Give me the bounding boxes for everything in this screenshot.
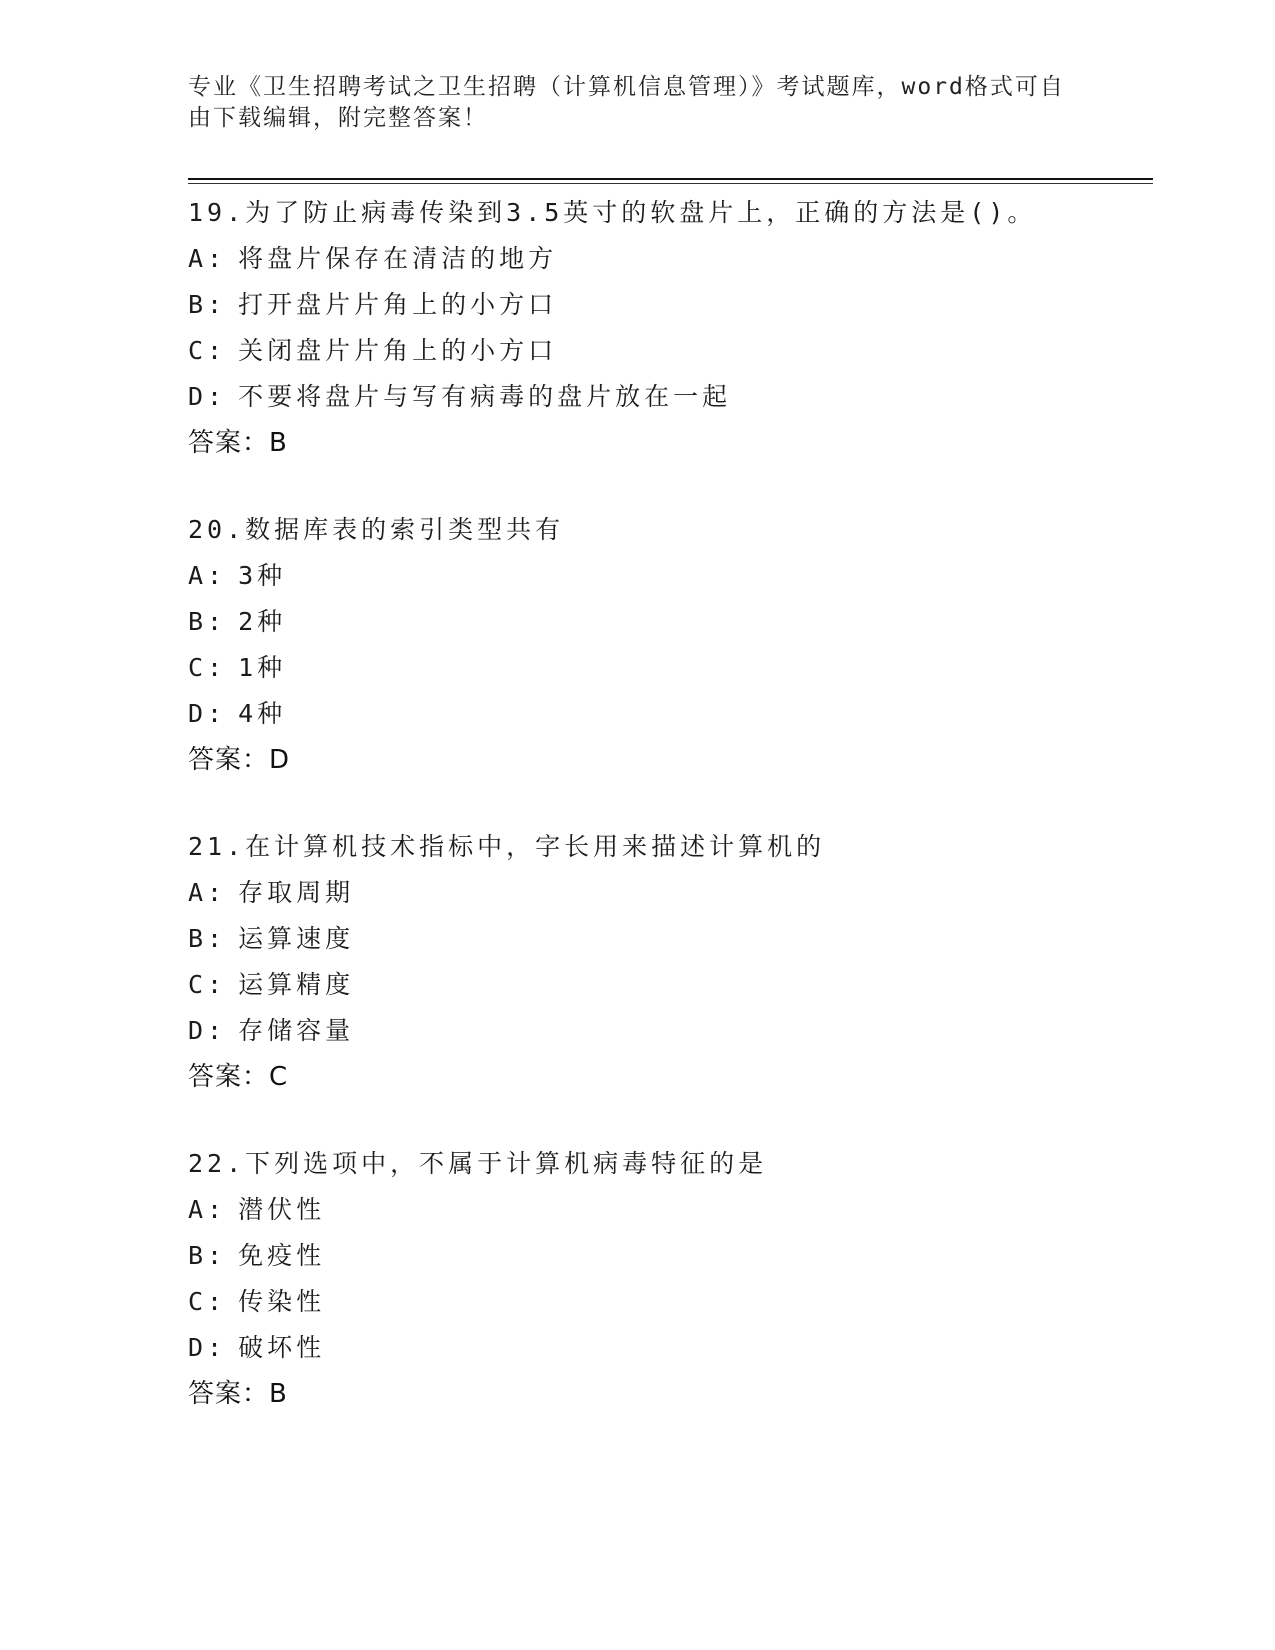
option-key: A:: [188, 1195, 227, 1224]
option-c: [188, 962, 1148, 1008]
option-d: [188, 1325, 1148, 1371]
option-key: D:: [188, 699, 227, 728]
option-text: 存取周期: [238, 878, 355, 907]
option-c: [188, 328, 1148, 374]
option-b: [188, 599, 1148, 645]
option-key: A:: [188, 561, 227, 590]
option-text: 打开盘片片角上的小方口: [238, 290, 558, 319]
option-text: 关闭盘片片角上的小方口: [238, 336, 558, 365]
option-text: 免疫性: [238, 1241, 326, 1270]
option-key: A:: [188, 878, 227, 907]
option-text: 传染性: [238, 1287, 326, 1316]
option-key: C:: [188, 653, 227, 682]
option-text: 潜伏性: [238, 1195, 326, 1224]
option-text: 不要将盘片与写有病毒的盘片放在一起: [238, 382, 732, 411]
option-d: [188, 691, 1148, 737]
question-title: 22.下列选项中，不属于计算机病毒特征的是: [188, 1149, 768, 1178]
answer-line: 答案：D: [188, 745, 291, 775]
header-line-1: 专业《卫生招聘考试之卫生招聘（计算机信息管理）》考试题库，word格式可自: [188, 74, 1065, 100]
option-d: [188, 1008, 1148, 1054]
header-divider-thick: [188, 178, 1153, 180]
option-b: [188, 916, 1148, 962]
option-d: [188, 374, 1148, 420]
option-key: A:: [188, 244, 227, 273]
option-text: 破坏性: [238, 1333, 326, 1362]
option-key: D:: [188, 1016, 227, 1045]
option-key: B:: [188, 924, 227, 953]
header-divider-thin: [188, 183, 1153, 184]
document-header: [188, 72, 1088, 134]
option-text: 运算精度: [238, 970, 355, 999]
option-text: 1种: [238, 653, 287, 682]
option-a: [188, 236, 1148, 282]
option-text: 4种: [238, 699, 287, 728]
answer-line: 答案：B: [188, 1379, 288, 1409]
question-title: 21.在计算机技术指标中，字长用来描述计算机的: [188, 832, 826, 861]
option-c: [188, 1279, 1148, 1325]
header-line-2: 由下载编辑，附完整答案！: [188, 105, 488, 131]
option-key: C:: [188, 336, 227, 365]
option-text: 3种: [238, 561, 287, 590]
option-text: 存储容量: [238, 1016, 355, 1045]
option-text: 2种: [238, 607, 287, 636]
question-19: [188, 190, 1148, 466]
option-text: 将盘片保存在清洁的地方: [238, 244, 558, 273]
question-21: [188, 824, 1148, 1100]
question-20: [188, 507, 1148, 783]
option-key: C:: [188, 1287, 227, 1316]
option-b: [188, 1233, 1148, 1279]
question-list: [188, 190, 1148, 1458]
answer-line: 答案：B: [188, 428, 288, 458]
option-text: 运算速度: [238, 924, 355, 953]
answer-line: 答案：C: [188, 1062, 289, 1092]
option-key: C:: [188, 970, 227, 999]
question-title: 19.为了防止病毒传染到3.5英寸的软盘片上，正确的方法是()。: [188, 198, 1037, 227]
question-title: 20.数据库表的索引类型共有: [188, 515, 565, 544]
option-a: [188, 870, 1148, 916]
question-22: [188, 1141, 1148, 1417]
option-a: [188, 1187, 1148, 1233]
option-b: [188, 282, 1148, 328]
option-a: [188, 553, 1148, 599]
option-key: D:: [188, 1333, 227, 1362]
option-key: B:: [188, 607, 227, 636]
option-key: B:: [188, 1241, 227, 1270]
option-key: B:: [188, 290, 227, 319]
option-key: D:: [188, 382, 227, 411]
option-c: [188, 645, 1148, 691]
